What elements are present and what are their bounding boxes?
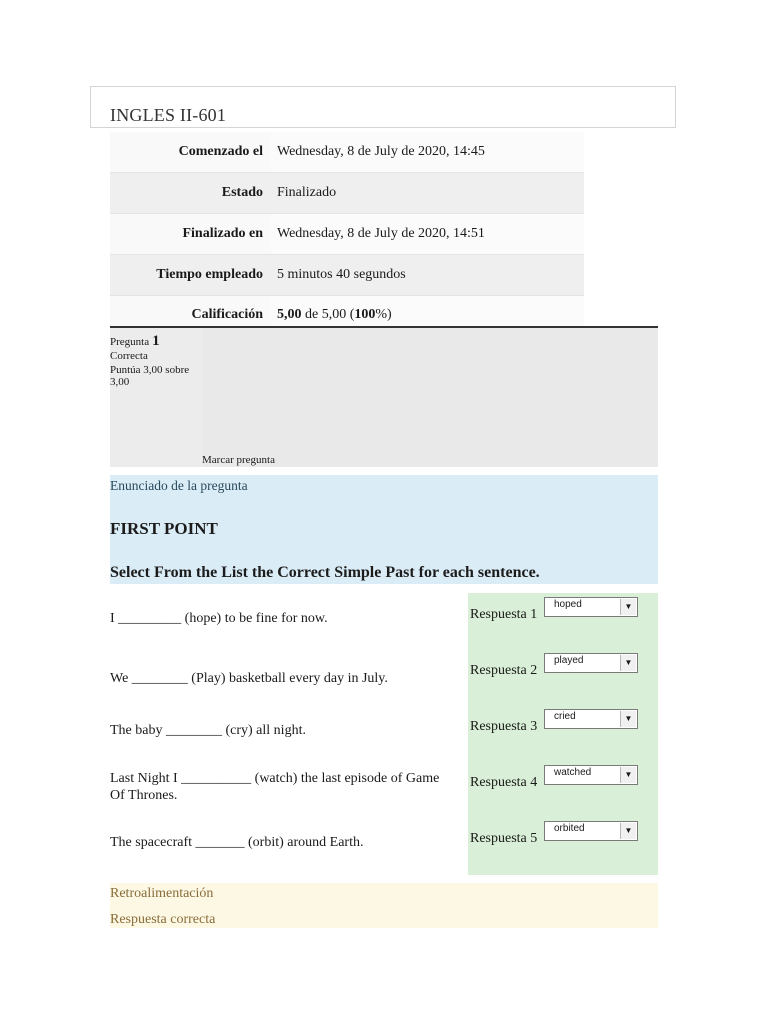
grade-suffix: %) bbox=[375, 307, 392, 322]
feedback-correct-answer: Respuesta correcta bbox=[110, 912, 216, 927]
summary-value: 5 minutos 40 segundos bbox=[271, 255, 584, 296]
answer-row-4 bbox=[468, 764, 658, 790]
answer-1-select[interactable] bbox=[544, 597, 638, 617]
summary-row bbox=[110, 173, 584, 214]
feedback-panel bbox=[110, 883, 658, 928]
question-text-panel bbox=[110, 475, 658, 584]
answer-label: Respuesta 3 bbox=[470, 719, 538, 734]
question-state: Correcta bbox=[110, 350, 148, 362]
answer-3-select[interactable] bbox=[544, 709, 638, 729]
flag-question-link[interactable]: Marcar pregunta bbox=[202, 454, 275, 466]
answer-4-select[interactable] bbox=[544, 765, 638, 785]
sentence-3: The baby ________ (cry) all night. bbox=[110, 723, 306, 738]
sentence-1: I _________ (hope) to be fine for now. bbox=[110, 611, 328, 626]
summary-row bbox=[110, 132, 584, 173]
selected-value: played bbox=[554, 655, 584, 666]
question-prefix: Pregunta bbox=[110, 336, 150, 348]
question-heading: FIRST POINT bbox=[110, 519, 218, 538]
answer-5-select[interactable] bbox=[544, 821, 638, 841]
selected-value: watched bbox=[554, 767, 592, 778]
chevron-down-icon[interactable]: ▼ bbox=[620, 655, 636, 671]
grade-score: 5,00 bbox=[277, 307, 302, 322]
course-header bbox=[90, 86, 676, 128]
sentence-2: We ________ (Play) basketball every day in July. bbox=[110, 671, 388, 686]
question-label: Enunciado de la pregunta bbox=[110, 478, 248, 493]
chevron-down-icon[interactable]: ▼ bbox=[620, 711, 636, 727]
question-info-panel bbox=[110, 326, 658, 467]
chevron-down-icon[interactable]: ▼ bbox=[620, 599, 636, 615]
sentence-4: Last Night I __________ (watch) the last episode of Game Of Thrones. bbox=[110, 771, 440, 803]
answer-row-3 bbox=[468, 708, 658, 734]
summary-label: Estado bbox=[110, 173, 271, 214]
feedback-title: Retroalimentación bbox=[110, 886, 214, 901]
grade-percent: 100 bbox=[354, 307, 376, 322]
question-number bbox=[110, 333, 160, 350]
question-info-side bbox=[110, 328, 202, 467]
selected-value: orbited bbox=[554, 823, 585, 834]
summary-value: Wednesday, 8 de July de 2020, 14:51 bbox=[271, 214, 584, 255]
selected-value: cried bbox=[554, 711, 576, 722]
answer-label: Respuesta 4 bbox=[470, 775, 538, 790]
selected-value: hoped bbox=[554, 599, 582, 610]
summary-label: Finalizado en bbox=[110, 214, 271, 255]
sentence-5: The spacecraft _______ (orbit) around Earth. bbox=[110, 835, 364, 850]
attempt-summary-table bbox=[110, 132, 584, 334]
question-instruction: Select From the List the Correct Simple Past for each sentence. bbox=[110, 564, 540, 581]
summary-value: Wednesday, 8 de July de 2020, 14:45 bbox=[271, 132, 584, 173]
answer-row-2 bbox=[468, 652, 658, 678]
chevron-down-icon[interactable]: ▼ bbox=[620, 767, 636, 783]
summary-value: Finalizado bbox=[271, 173, 584, 214]
answer-row-1 bbox=[468, 596, 658, 622]
summary-label: Tiempo empleado bbox=[110, 255, 271, 296]
answer-label: Respuesta 5 bbox=[470, 831, 538, 846]
answer-row-5 bbox=[468, 820, 658, 846]
question-number-value: 1 bbox=[152, 333, 160, 349]
answer-label: Respuesta 1 bbox=[470, 607, 538, 622]
summary-row bbox=[110, 214, 584, 255]
summary-label: Comenzado el bbox=[110, 132, 271, 173]
grade-of-text: de 5,00 ( bbox=[301, 307, 355, 322]
answer-label: Respuesta 2 bbox=[470, 663, 538, 678]
question-grade: Puntúa 3,00 sobre 3,00 bbox=[110, 364, 190, 388]
chevron-down-icon[interactable]: ▼ bbox=[620, 823, 636, 839]
course-title: INGLES II-601 bbox=[110, 105, 227, 125]
summary-row bbox=[110, 255, 584, 296]
answers-panel bbox=[468, 593, 658, 875]
answer-2-select[interactable] bbox=[544, 653, 638, 673]
summary-label: Calificación bbox=[110, 296, 271, 335]
